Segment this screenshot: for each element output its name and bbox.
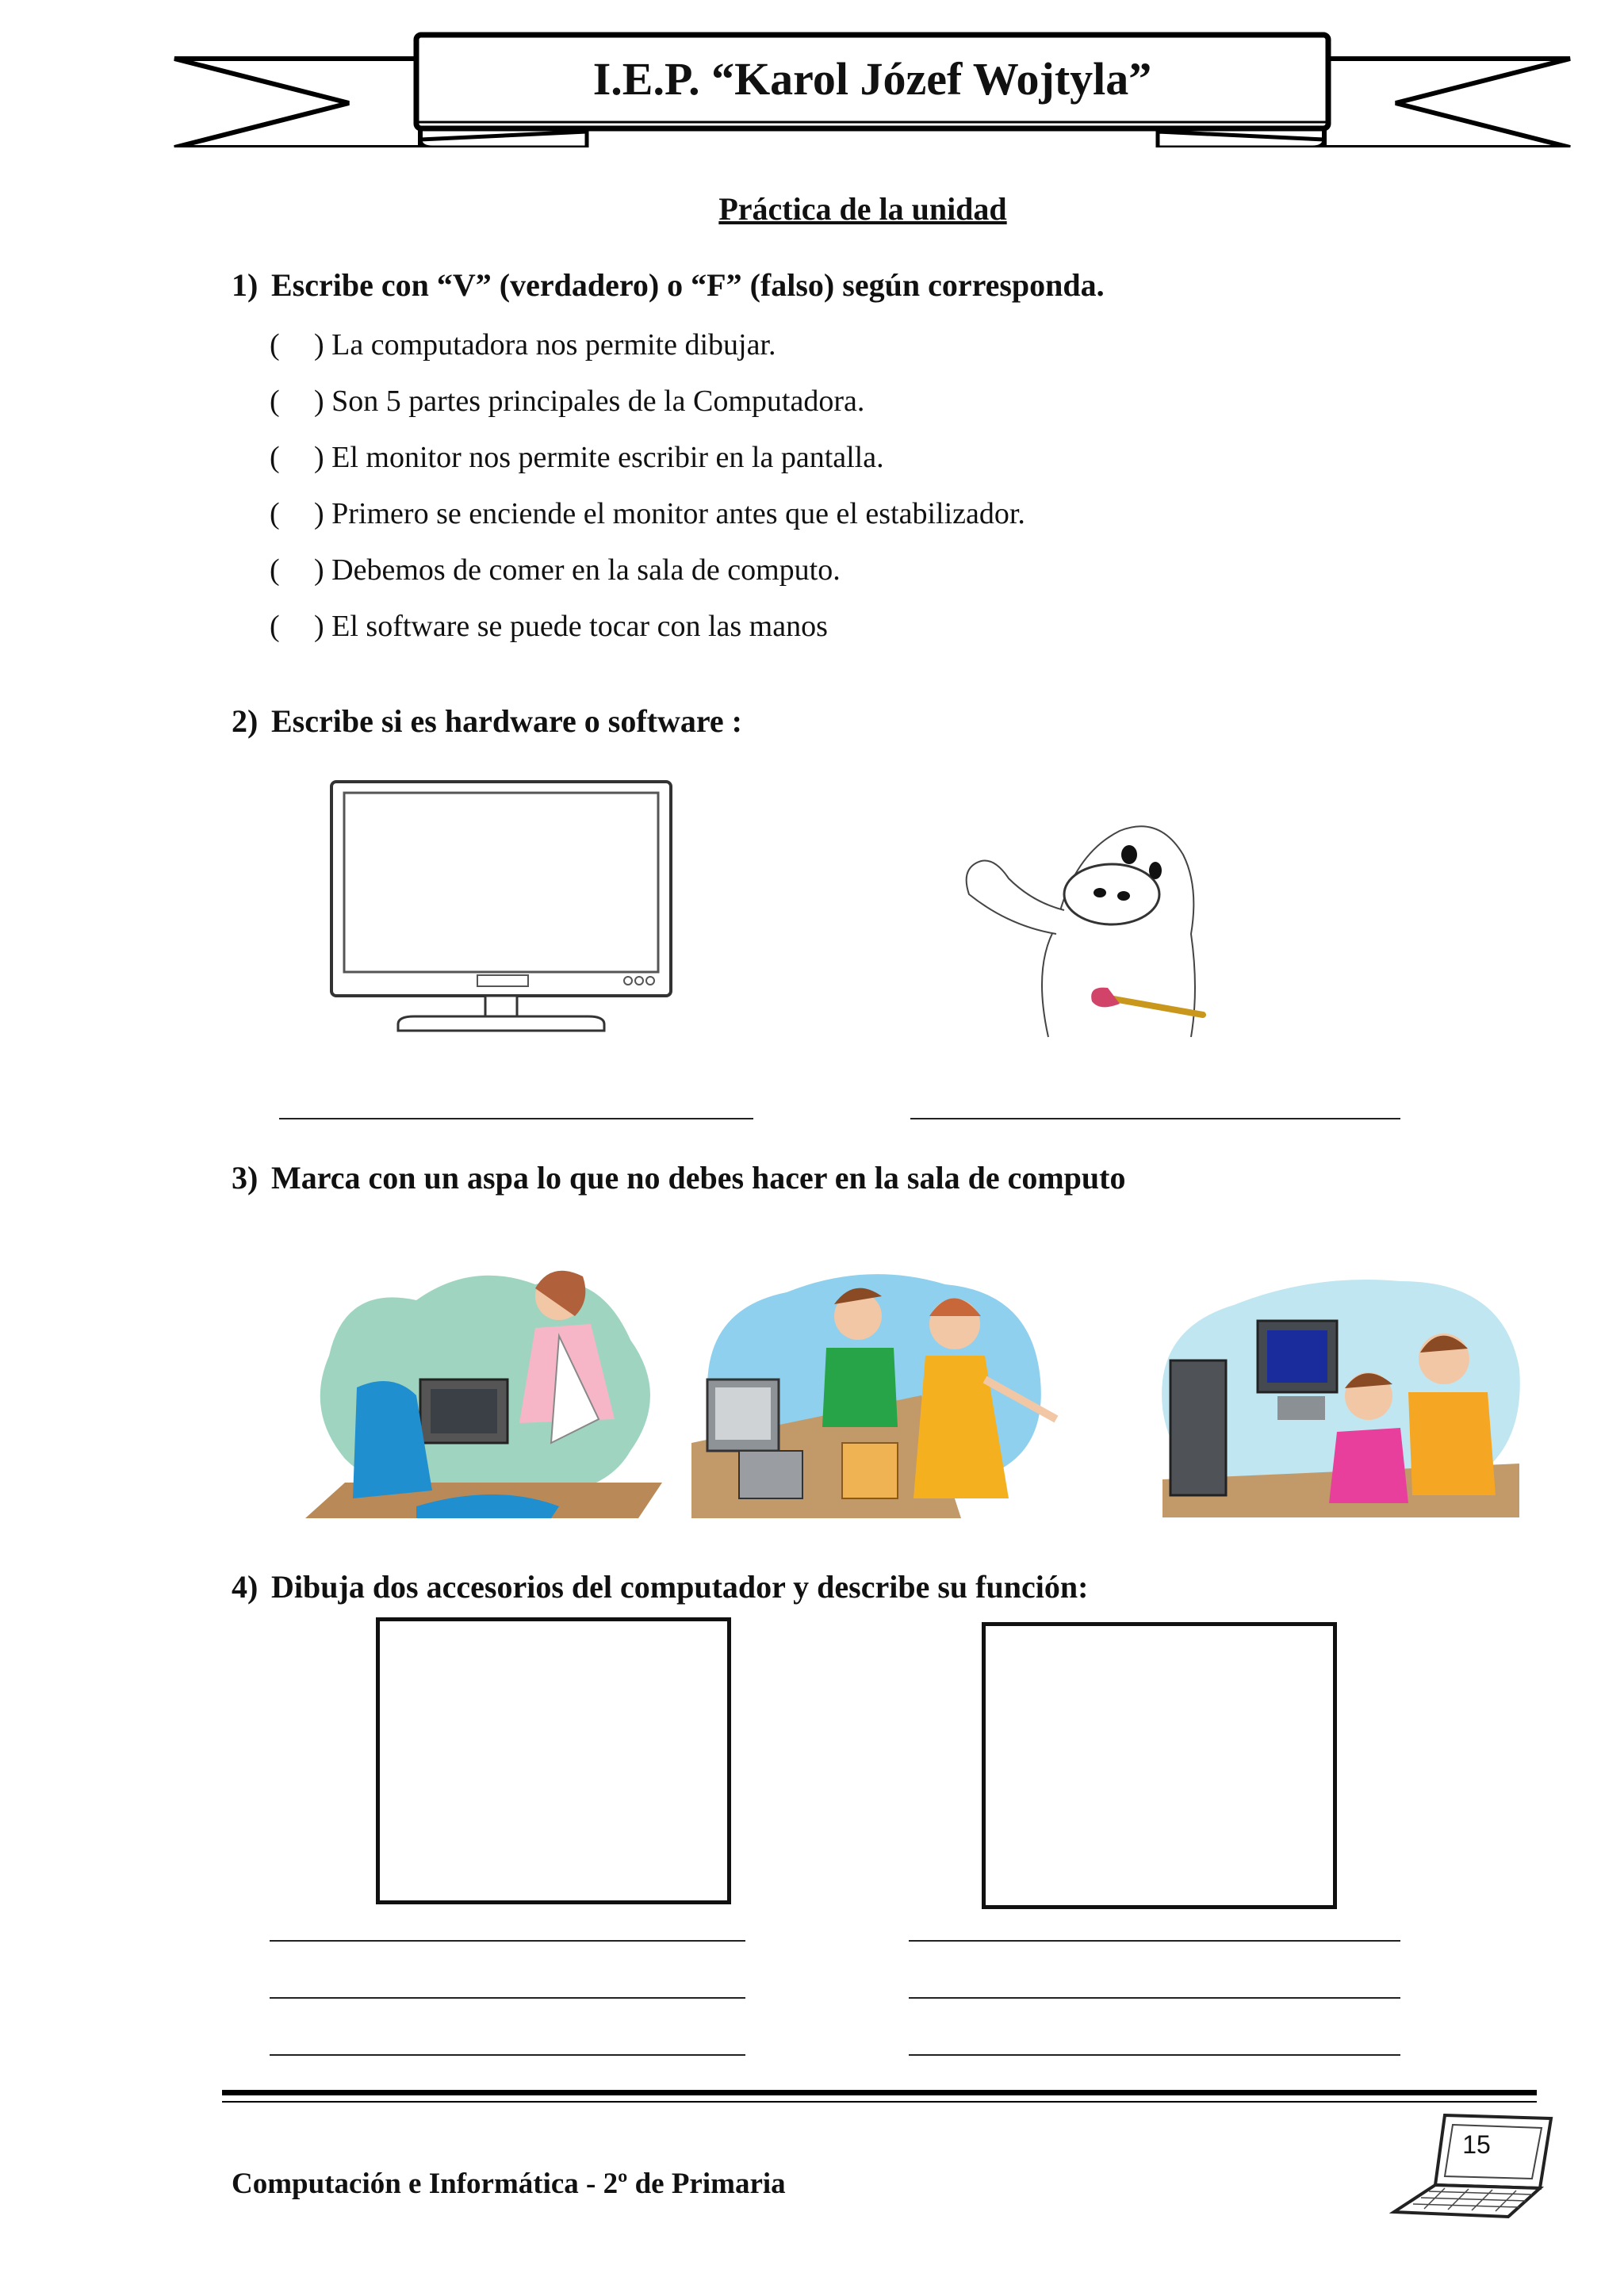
answer-line [909, 1997, 1400, 1999]
question-2 [232, 702, 742, 740]
footer-rule [222, 2090, 1537, 2095]
question-1-text: Escribe con “V” (verdadero) o “F” (falso) según corresponda. [271, 267, 1105, 303]
answer-line [270, 1997, 745, 1999]
practice-title: Práctica de la unidad [718, 191, 1007, 227]
question-4-number: 4) [232, 1569, 259, 1605]
question-4-text: Dibuja dos accesorios del computador y describe su función: [271, 1569, 1089, 1605]
tf-item: ( ) La computadora nos permite dibujar. [270, 328, 776, 362]
drawing-box[interactable] [982, 1622, 1337, 1909]
tf-item: ( ) El software se puede tocar con las manos [270, 610, 828, 643]
footer-rule-thin [222, 2101, 1537, 2103]
question-2-number: 2) [232, 703, 259, 739]
question-3 [232, 1159, 1125, 1196]
laptop-icon [1389, 2109, 1557, 2220]
answer-line [909, 1940, 1400, 1942]
tf-item: ( ) Son 5 partes principales de la Computadora. [270, 385, 865, 418]
tf-item: ( ) Debemos de comer en la sala de computo. [270, 553, 841, 587]
monitor-image [327, 777, 676, 1047]
question-3-number: 3) [232, 1160, 259, 1196]
scene-kids-eating [691, 1261, 1064, 1518]
page-number: 15 [1462, 2130, 1491, 2159]
scene-kids-fighting [1147, 1265, 1527, 1517]
footer-course: Computación e Informática - 2º de Primaria [232, 2168, 786, 2200]
paint-character-image [961, 807, 1262, 1045]
drawing-box[interactable] [376, 1617, 731, 1904]
tf-item: ( ) Primero se enciende el monitor antes que el estabilizador. [270, 497, 1025, 530]
question-2-text: Escribe si es hardware o software : [271, 703, 742, 739]
answer-line [910, 1118, 1400, 1119]
question-1-number: 1) [232, 267, 259, 303]
answer-line [909, 2054, 1400, 2056]
question-1 [232, 266, 1105, 304]
answer-line [270, 1940, 745, 1942]
answer-line [270, 2054, 745, 2056]
question-3-text: Marca con un aspa lo que no debes hacer en la sala de computo [271, 1160, 1126, 1196]
scene-girl-covering-computer [297, 1253, 670, 1518]
answer-line [279, 1118, 753, 1119]
question-4 [232, 1568, 1088, 1605]
school-name: I.E.P. “Karol Józef Wojtyla” [592, 53, 1152, 105]
tf-item: ( ) El monitor nos permite escribir en la pantalla. [270, 441, 884, 474]
